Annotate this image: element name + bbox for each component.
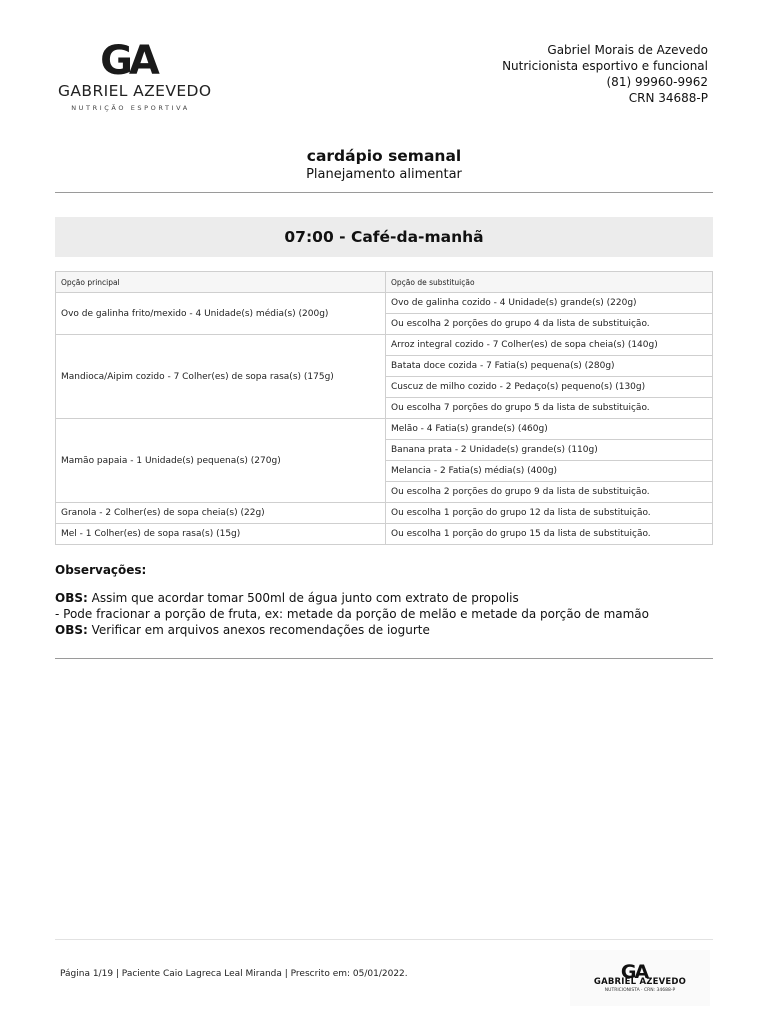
observations-section [55,562,649,638]
substitution-cell: Ou escolha 1 porção do grupo 12 da lista de substituição. [386,503,713,524]
substitution-cell: Arroz integral cozido - 7 Colher(es) de sopa cheia(s) (140g) [386,335,713,356]
substitution-cell: Batata doce cozida - 7 Fatia(s) pequena(s) (280g) [386,356,713,377]
footer-logo [570,950,710,1006]
logo-brand-name: GABRIEL AZEVEDO [58,82,212,100]
ga-monogram-logo [92,36,164,80]
professional-crn: CRN 34688-P [628,91,708,105]
meal-options-table [55,271,713,545]
substitution-cell: Melancia - 2 Fatia(s) média(s) (400g) [386,461,713,482]
main-option-cell: Ovo de galinha frito/mexido - 4 Unidade(s) média(s) (200g) [56,293,386,335]
professional-name: Gabriel Morais de Azevedo [547,43,708,57]
document-title: cardápio semanal [306,147,462,165]
observations-heading: Observações: [55,563,147,577]
svg-text:GA: GA [620,961,648,980]
observation-line: - Pode fracionar a porção de fruta, ex: metade da porção de melão e metade da porção de mamão [55,607,650,621]
table-row [56,503,713,524]
obs-label: OBS: [55,591,88,605]
meal-title: 07:00 - Café-da-manhã [284,228,484,246]
substitution-cell: Ou escolha 1 porção do grupo 15 da lista de substituição. [386,524,713,545]
substitution-cell: Ou escolha 2 porções do grupo 4 da lista de substituição. [386,314,713,335]
table-row [56,335,713,356]
substitution-cell: Ou escolha 2 porções do grupo 9 da lista de substituição. [386,482,713,503]
table-row [56,524,713,545]
observation-line [55,622,649,638]
table-row [56,419,713,440]
main-option-cell: Mamão papaia - 1 Unidade(s) pequena(s) (270g) [56,419,386,503]
main-option-cell: Mandioca/Aipim cozido - 7 Colher(es) de sopa rasa(s) (175g) [56,335,386,419]
substitution-cell: Cuscuz de milho cozido - 2 Pedaço(s) pequeno(s) (130g) [386,377,713,398]
professional-title: Nutricionista esportivo e funcional [502,59,708,73]
brand-logo [58,36,212,116]
footer-logo-sub: NUTRICIONISTA · CRN: 34688-P [604,988,676,993]
table-row [56,293,713,314]
obs-text: Assim que acordar tomar 500ml de água junto com extrato de propolis [87,591,519,605]
column-header-main: Opção principal [56,272,386,293]
obs-text: Verificar em arquivos anexos recomendações de iogurte [87,623,430,637]
substitution-cell: Ovo de galinha cozido - 4 Unidade(s) grande(s) (220g) [386,293,713,314]
footer-page-info: Página 1/19 | Paciente Caio Lagreca Leal Miranda | Prescrito em: 05/01/2022. [60,969,408,979]
obs-label: OBS: [55,623,88,637]
footer-divider [55,939,713,940]
header-divider [55,192,713,193]
logo-tagline: NUTRIÇÃO ESPORTIVA [71,104,190,112]
document-subtitle: Planejamento alimentar [306,167,462,182]
substitution-cell: Ou escolha 7 porções do grupo 5 da lista de substituição. [386,398,713,419]
professional-info [502,42,708,106]
substitution-cell: Melão - 4 Fatia(s) grande(s) (460g) [386,419,713,440]
footer-logo-brand: GABRIEL AZEVEDO [593,977,687,987]
professional-phone: (81) 99960-9962 [606,75,708,89]
main-option-cell: Mel - 1 Colher(es) de sopa rasa(s) (15g) [56,524,386,545]
svg-text:GA: GA [100,38,156,80]
meal-title-bar [55,217,713,257]
table-header-row [56,272,713,293]
main-option-cell: Granola - 2 Colher(es) de sopa cheia(s) (22g) [56,503,386,524]
document-header [0,146,768,184]
substitution-cell: Banana prata - 2 Unidade(s) grande(s) (110g) [386,440,713,461]
column-header-substitution: Opção de substituição [386,272,713,293]
section-divider [55,658,713,659]
observation-line [55,590,649,606]
